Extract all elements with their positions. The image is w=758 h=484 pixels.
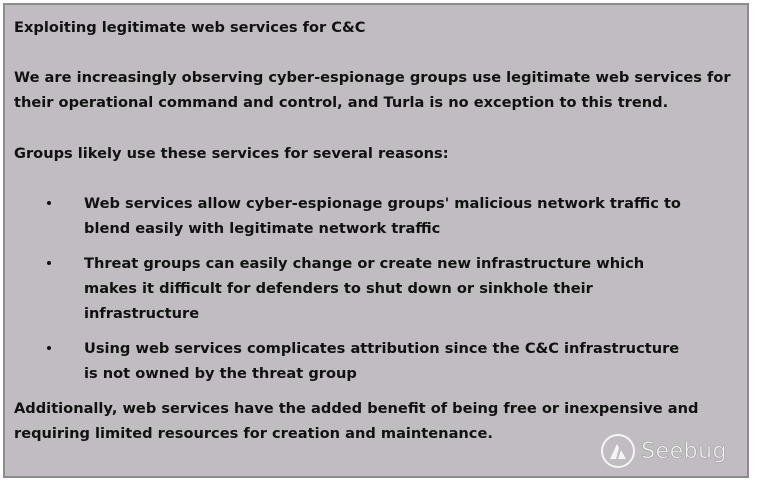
bullet-icon <box>47 261 51 265</box>
list-item <box>5 191 684 241</box>
list-item-text: Using web services complicates attribution since the C&C infrastructure is not owned by the threat group <box>84 340 680 382</box>
list-item <box>5 251 684 326</box>
list-item-text: Web services allow cyber-espionage groups' malicious network traffic to blend easily with legitimate network traffic <box>84 195 681 237</box>
list-item <box>5 336 684 386</box>
section-title: Exploiting legitimate web services for C&C <box>14 19 366 36</box>
seebug-watermark <box>601 434 727 468</box>
intro-paragraph: We are increasingly observing cyber-espionage groups use legitimate web services for their operational command and control, and Turla is no exception to this trend. <box>14 69 731 111</box>
reasons-list <box>5 191 745 396</box>
seebug-logo-icon <box>601 434 635 468</box>
bullet-icon <box>47 346 51 350</box>
document-panel <box>3 3 749 478</box>
bullet-icon <box>47 201 51 205</box>
watermark-text: Seebug <box>641 438 727 464</box>
reasons-paragraph: Groups likely use these services for several reasons: <box>14 145 449 162</box>
closing-paragraph: Additionally, web services have the added benefit of being free or inexpensive and requiring limited resources for creation and maintenance. <box>14 400 699 442</box>
list-item-text: Threat groups can easily change or create new infrastructure which makes it difficult for defenders to shut down or sinkhole their infrastructure <box>84 255 645 322</box>
